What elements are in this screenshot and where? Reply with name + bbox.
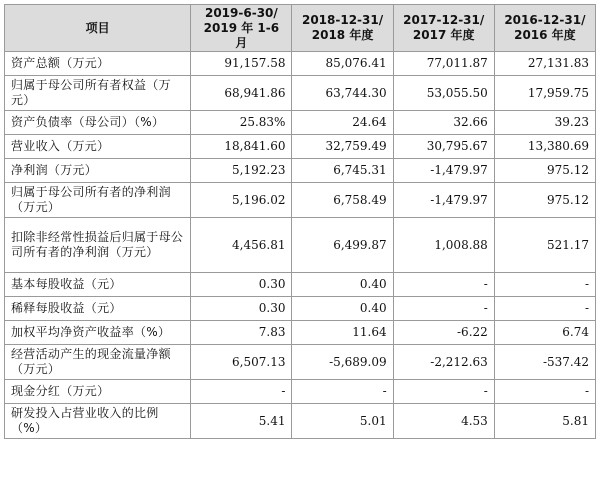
header-2018: 2018-12-31/ 2018 年度 (292, 5, 393, 52)
cell-value: 0.40 (292, 297, 393, 321)
cell-value: 1,008.88 (393, 218, 494, 273)
row-label: 加权平均净资产收益率（%） (5, 321, 191, 345)
table-row (5, 76, 596, 111)
cell-value: 4.53 (393, 404, 494, 439)
table-row (5, 218, 596, 273)
cell-value: 0.30 (191, 297, 292, 321)
cell-value: -2,212.63 (393, 345, 494, 380)
cell-value: 91,157.58 (191, 52, 292, 76)
cell-value: 0.30 (191, 273, 292, 297)
cell-value: -1,479.97 (393, 159, 494, 183)
table-row (5, 111, 596, 135)
table-header-row (5, 5, 596, 52)
cell-value: 6,507.13 (191, 345, 292, 380)
cell-value: 63,744.30 (292, 76, 393, 111)
cell-value: -1,479.97 (393, 183, 494, 218)
table-row (5, 273, 596, 297)
row-label: 扣除非经常性损益后归属于母公司所有者的净利润（万元） (5, 218, 191, 273)
cell-value: 0.40 (292, 273, 393, 297)
row-label: 基本每股收益（元） (5, 273, 191, 297)
table-row (5, 345, 596, 380)
cell-value: 11.64 (292, 321, 393, 345)
row-label: 归属于母公司所有者权益（万元） (5, 76, 191, 111)
cell-value: 6,499.87 (292, 218, 393, 273)
cell-value: - (292, 380, 393, 404)
cell-value: 17,959.75 (494, 76, 595, 111)
row-label: 营业收入（万元） (5, 135, 191, 159)
header-2016: 2016-12-31/ 2016 年度 (494, 5, 595, 52)
cell-value: 18,841.60 (191, 135, 292, 159)
cell-value: -5,689.09 (292, 345, 393, 380)
cell-value: 5.41 (191, 404, 292, 439)
row-label: 经营活动产生的现金流量净额（万元） (5, 345, 191, 380)
cell-value: 521.17 (494, 218, 595, 273)
cell-value: 85,076.41 (292, 52, 393, 76)
row-label: 稀释每股收益（元） (5, 297, 191, 321)
cell-value: - (393, 273, 494, 297)
cell-value: 39.23 (494, 111, 595, 135)
cell-value: 975.12 (494, 159, 595, 183)
cell-value: 32.66 (393, 111, 494, 135)
cell-value: 975.12 (494, 183, 595, 218)
table-row (5, 159, 596, 183)
header-2019-h1: 2019-6-30/ 2019 年 1-6 月 (191, 5, 292, 52)
table-row (5, 52, 596, 76)
cell-value: 6.74 (494, 321, 595, 345)
cell-value: - (191, 380, 292, 404)
cell-value: - (494, 273, 595, 297)
cell-value: 77,011.87 (393, 52, 494, 76)
cell-value: - (393, 297, 494, 321)
table-row (5, 321, 596, 345)
row-label: 现金分红（万元） (5, 380, 191, 404)
table-row (5, 404, 596, 439)
financial-summary-table (4, 4, 596, 439)
cell-value: 5,196.02 (191, 183, 292, 218)
cell-value: 5,192.23 (191, 159, 292, 183)
table-row (5, 297, 596, 321)
row-label: 资产负债率（母公司）（%） (5, 111, 191, 135)
cell-value: - (494, 297, 595, 321)
cell-value: 27,131.83 (494, 52, 595, 76)
financial-table-container (4, 4, 596, 439)
cell-value: - (494, 380, 595, 404)
cell-value: 6,758.49 (292, 183, 393, 218)
row-label: 净利润（万元） (5, 159, 191, 183)
cell-value: 68,941.86 (191, 76, 292, 111)
cell-value: 5.81 (494, 404, 595, 439)
cell-value: 30,795.67 (393, 135, 494, 159)
cell-value: -6.22 (393, 321, 494, 345)
cell-value: 13,380.69 (494, 135, 595, 159)
header-item: 项目 (5, 5, 191, 52)
cell-value: 25.83% (191, 111, 292, 135)
header-2017: 2017-12-31/ 2017 年度 (393, 5, 494, 52)
cell-value: - (393, 380, 494, 404)
cell-value: 53,055.50 (393, 76, 494, 111)
cell-value: 7.83 (191, 321, 292, 345)
cell-value: 24.64 (292, 111, 393, 135)
cell-value: 5.01 (292, 404, 393, 439)
cell-value: 4,456.81 (191, 218, 292, 273)
table-row (5, 183, 596, 218)
cell-value: 6,745.31 (292, 159, 393, 183)
row-label: 归属于母公司所有者的净利润（万元） (5, 183, 191, 218)
cell-value: -537.42 (494, 345, 595, 380)
table-row (5, 380, 596, 404)
row-label: 资产总额（万元） (5, 52, 191, 76)
row-label: 研发投入占营业收入的比例（%） (5, 404, 191, 439)
table-row (5, 135, 596, 159)
cell-value: 32,759.49 (292, 135, 393, 159)
